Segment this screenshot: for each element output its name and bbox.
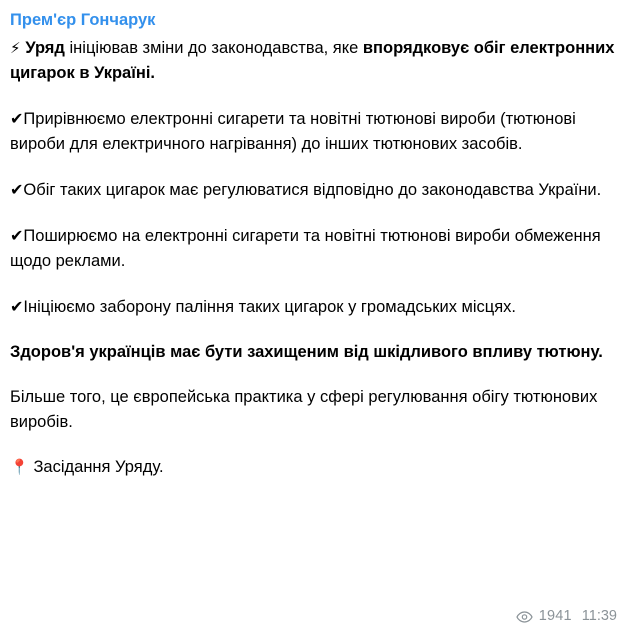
check-mark-icon: ✔ <box>10 297 24 316</box>
message-meta <box>516 608 617 624</box>
message-paragraph <box>10 385 617 435</box>
check-mark-icon: ✔ <box>10 226 24 245</box>
text-run: Здоров'я українців має бути захищеним від шкідливого впливу тютюну. <box>10 343 603 361</box>
text-run: Уряд <box>25 39 65 57</box>
message-time: 11:39 <box>581 608 617 624</box>
high-voltage-emoji: ⚡ <box>10 39 26 57</box>
views-count: 1941 <box>538 608 572 624</box>
message-paragraph <box>10 177 617 203</box>
text-run: Прирівнюємо електронні сигарети та новітні тютюнові вироби (тютюнові вироби для електричного нагрівання) до інших тютюнових засобів. <box>10 110 576 153</box>
check-mark-icon: ✔ <box>10 180 24 199</box>
message-paragraph <box>10 340 617 365</box>
message-paragraph <box>10 106 617 157</box>
text-run: Більше того, це європейська практика у сфері регулювання обігу тютюнових виробів. <box>10 388 598 431</box>
text-run: Поширюємо на електронні сигарети та новітні тютюнові вироби обмеження щодо реклами. <box>10 227 601 270</box>
text-run: Обіг таких цигарок має регулюватися відповідно до законодавства України. <box>23 181 602 199</box>
message-body <box>10 36 617 480</box>
eye-icon <box>516 611 533 623</box>
text-run: Ініціюємо заборону паління таких цигарок у громадських місцях. <box>23 298 517 316</box>
text-run: Засідання Уряду. <box>33 458 164 476</box>
message-paragraph <box>10 455 617 480</box>
message-paragraph <box>10 36 617 86</box>
text-run: ініціював зміни до законодавства, яке <box>64 39 363 57</box>
channel-title: Прем'єр Гончарук <box>10 11 156 29</box>
message-paragraph <box>10 223 617 274</box>
check-mark-icon: ✔ <box>10 109 24 128</box>
pushpin-emoji: 📍 <box>10 458 34 476</box>
message-paragraph <box>10 294 617 320</box>
text-run: впорядковує обіг електронних цигарок в Україні. <box>10 39 615 82</box>
